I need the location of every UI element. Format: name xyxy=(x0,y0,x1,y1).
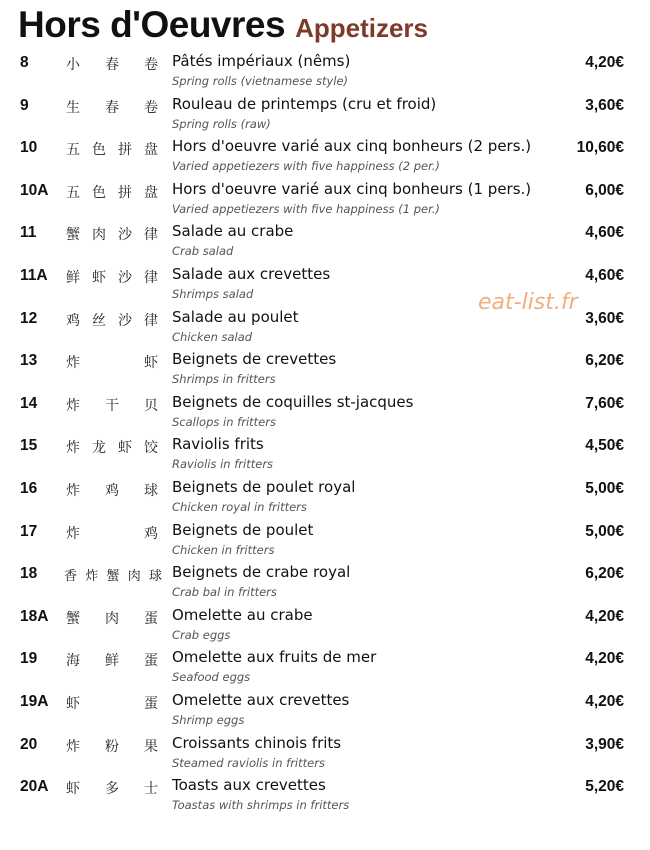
chinese-char: 丝 xyxy=(92,312,106,329)
item-french-name: Hors d'oeuvre varié aux cinq bonheurs (1 pers.) xyxy=(172,179,532,198)
item-number: 10A xyxy=(20,181,49,199)
chinese-char: 饺 xyxy=(144,440,158,457)
chinese-char: 沙 xyxy=(118,269,132,286)
item-number: 14 xyxy=(20,394,38,412)
chinese-char: 虾 xyxy=(66,781,80,798)
chinese-char: 球 xyxy=(148,569,162,585)
item-french-name: Beignets de coquilles st-jacques xyxy=(172,392,414,411)
item-chinese-name xyxy=(66,310,158,330)
item-english-name: Spring rolls (raw) xyxy=(172,116,271,131)
item-chinese-name xyxy=(66,224,158,244)
chinese-char: 龙 xyxy=(92,440,106,457)
item-english-name: Seafood eggs xyxy=(172,670,251,685)
chinese-char: 蛋 xyxy=(144,653,158,670)
menu-item xyxy=(0,93,650,136)
item-price: 4,20€ xyxy=(585,54,624,71)
chinese-char: 鸡 xyxy=(66,312,80,329)
watermark: eat-list.fr xyxy=(478,290,578,315)
chinese-char: 律 xyxy=(144,269,158,286)
chinese-char: 蟹 xyxy=(66,227,80,244)
chinese-char: 炸 xyxy=(66,738,80,755)
item-price: 6,00€ xyxy=(585,181,624,199)
item-price: 10,60€ xyxy=(576,139,624,157)
chinese-char: 虾 xyxy=(144,355,158,372)
item-french-name: Raviolis frits xyxy=(172,435,264,454)
item-chinese-name xyxy=(66,54,158,74)
chinese-char: 虾 xyxy=(66,695,80,712)
title-french: Hors d'Oeuvres xyxy=(18,4,286,45)
item-english-name: Varied appetiezers with five happiness (1 per.) xyxy=(172,201,440,216)
item-number: 10 xyxy=(20,139,38,157)
item-number: 12 xyxy=(20,309,38,327)
item-number: 11A xyxy=(20,266,48,284)
chinese-char: 鲜 xyxy=(66,269,80,286)
chinese-char: 香 xyxy=(64,569,78,585)
chinese-char: 卷 xyxy=(144,57,158,73)
item-chinese-name xyxy=(66,736,158,756)
item-french-name: Beignets de crevettes xyxy=(172,350,337,369)
chinese-char: 生 xyxy=(66,99,80,116)
item-english-name: Chicken in fritters xyxy=(172,542,275,557)
item-chinese-name xyxy=(66,650,158,670)
menu-item xyxy=(0,433,650,476)
item-number: 20A xyxy=(20,778,49,796)
chinese-char: 色 xyxy=(92,142,106,159)
item-english-name: Crab bal in fritters xyxy=(172,585,277,600)
item-chinese-name xyxy=(66,182,158,202)
item-number: 15 xyxy=(20,437,38,455)
item-price: 5,00€ xyxy=(585,522,624,540)
item-english-name: Spring rolls (vietnamese style) xyxy=(172,74,349,88)
chinese-char: 沙 xyxy=(118,227,132,244)
item-chinese-name xyxy=(66,693,158,713)
menu-item xyxy=(0,732,650,775)
item-price: 4,60€ xyxy=(585,224,624,242)
chinese-char: 五 xyxy=(66,184,80,201)
item-english-name: Scallops in fritters xyxy=(172,414,276,429)
item-price: 5,20€ xyxy=(585,778,624,796)
item-english-name: Toastas with shrimps in fritters xyxy=(172,798,350,813)
item-chinese-name xyxy=(66,480,158,500)
item-french-name: Salade au poulet xyxy=(172,307,299,326)
item-number: 9 xyxy=(20,96,29,114)
chinese-char: 肉 xyxy=(105,610,119,627)
item-number: 13 xyxy=(20,352,38,370)
item-chinese-name xyxy=(64,565,162,584)
chinese-char: 拼 xyxy=(118,142,132,159)
chinese-char: 鲜 xyxy=(105,653,119,670)
chinese-char: 干 xyxy=(105,397,119,414)
item-french-name: Hors d'oeuvre varié aux cinq bonheurs (2 pers.) xyxy=(172,137,532,156)
item-number: 18A xyxy=(20,607,49,625)
chinese-char: 色 xyxy=(92,184,106,201)
chinese-char: 拼 xyxy=(118,184,132,201)
item-price: 3,90€ xyxy=(585,735,624,753)
chinese-char: 果 xyxy=(144,738,158,755)
item-chinese-name xyxy=(66,608,158,628)
item-english-name: Varied appetiezers with five happiness (2 per.) xyxy=(172,159,440,174)
item-english-name: Chicken salad xyxy=(172,329,253,344)
item-french-name: Beignets de crabe royal xyxy=(172,563,351,582)
item-english-name: Raviolis in fritters xyxy=(172,457,274,472)
chinese-char: 士 xyxy=(144,781,158,798)
item-chinese-name xyxy=(66,395,158,415)
menu-item xyxy=(0,646,650,689)
item-french-name: Beignets de poulet royal xyxy=(172,477,356,496)
item-chinese-name xyxy=(66,778,158,798)
chinese-char: 鸡 xyxy=(105,482,119,499)
item-chinese-name xyxy=(66,139,158,159)
chinese-char: 蟹 xyxy=(66,610,80,627)
menu-item xyxy=(0,604,650,647)
menu-item xyxy=(0,220,650,263)
chinese-char: 蛋 xyxy=(144,695,158,712)
item-price: 3,60€ xyxy=(585,96,624,114)
item-french-name: Pâtés impériaux (nêms) xyxy=(172,52,351,70)
item-french-name: Omelette aux crevettes xyxy=(172,690,350,709)
item-french-name: Toasts aux crevettes xyxy=(172,776,326,795)
menu-item xyxy=(0,348,650,391)
chinese-char: 肉 xyxy=(92,227,106,244)
menu-item xyxy=(0,561,650,604)
menu-item xyxy=(0,135,650,178)
chinese-char: 沙 xyxy=(118,312,132,329)
chinese-char: 蟹 xyxy=(106,569,120,585)
item-price: 6,20€ xyxy=(585,352,624,370)
chinese-char: 小 xyxy=(66,57,80,73)
chinese-char: 炸 xyxy=(66,482,80,499)
chinese-char: 炸 xyxy=(85,569,99,585)
item-number: 18 xyxy=(20,565,38,583)
chinese-char: 律 xyxy=(144,312,158,329)
item-number: 19 xyxy=(20,650,38,668)
item-english-name: Shrimps in fritters xyxy=(172,372,276,387)
item-number: 19A xyxy=(20,692,49,710)
menu-item xyxy=(0,50,650,93)
item-french-name: Omelette aux fruits de mer xyxy=(172,648,377,667)
item-number: 16 xyxy=(20,479,38,497)
item-number: 8 xyxy=(20,54,29,71)
chinese-char: 蛋 xyxy=(144,610,158,627)
chinese-char: 炸 xyxy=(66,355,80,372)
chinese-char: 盘 xyxy=(144,142,158,159)
item-french-name: Beignets de poulet xyxy=(172,520,314,539)
item-french-name: Omelette au crabe xyxy=(172,605,313,624)
item-number: 20 xyxy=(20,735,38,753)
chinese-char: 虾 xyxy=(92,269,106,286)
item-price: 4,20€ xyxy=(585,607,624,625)
menu-item xyxy=(0,774,650,817)
chinese-char: 春 xyxy=(105,99,119,116)
menu-item xyxy=(0,689,650,732)
chinese-char: 虾 xyxy=(118,440,132,457)
item-number: 17 xyxy=(20,522,38,540)
menu-item xyxy=(0,178,650,221)
item-chinese-name xyxy=(66,437,158,457)
item-chinese-name xyxy=(66,523,158,543)
chinese-char: 炸 xyxy=(66,525,80,542)
item-number: 11 xyxy=(20,224,37,242)
item-chinese-name xyxy=(66,352,158,372)
chinese-char: 贝 xyxy=(144,397,158,414)
chinese-char: 炸 xyxy=(66,397,80,414)
menu-item xyxy=(0,519,650,562)
title-english: Appetizers xyxy=(295,13,428,43)
chinese-char: 多 xyxy=(105,781,119,798)
item-price: 5,00€ xyxy=(585,479,624,497)
item-english-name: Chicken royal in fritters xyxy=(172,499,307,514)
chinese-char: 球 xyxy=(144,482,158,499)
chinese-char: 炸 xyxy=(66,440,80,457)
item-english-name: Crab salad xyxy=(172,244,234,259)
chinese-char: 卷 xyxy=(144,99,158,116)
chinese-char: 鸡 xyxy=(144,525,158,542)
chinese-char: 盘 xyxy=(144,184,158,201)
menu-item xyxy=(0,476,650,519)
chinese-char: 海 xyxy=(66,653,80,670)
page-title xyxy=(18,4,428,46)
item-price: 4,20€ xyxy=(585,650,624,668)
item-french-name: Croissants chinois frits xyxy=(172,733,342,752)
chinese-char: 律 xyxy=(144,227,158,244)
chinese-char: 肉 xyxy=(127,569,141,585)
item-english-name: Steamed raviolis in fritters xyxy=(172,755,325,770)
item-price: 4,60€ xyxy=(585,266,624,284)
chinese-char: 粉 xyxy=(105,738,119,755)
item-english-name: Shrimp eggs xyxy=(172,712,245,727)
menu-item xyxy=(0,391,650,434)
item-chinese-name xyxy=(66,267,158,287)
item-french-name: Salade aux crevettes xyxy=(172,264,331,283)
item-price: 4,50€ xyxy=(585,437,624,455)
item-price: 7,60€ xyxy=(585,394,624,412)
item-english-name: Crab eggs xyxy=(172,627,231,642)
menu-list xyxy=(0,50,650,817)
item-price: 4,20€ xyxy=(585,692,624,710)
item-english-name: Shrimps salad xyxy=(172,286,254,301)
item-french-name: Salade au crabe xyxy=(172,222,294,241)
item-price: 6,20€ xyxy=(585,565,624,583)
item-price: 3,60€ xyxy=(585,309,624,327)
chinese-char: 五 xyxy=(66,142,80,159)
item-french-name: Rouleau de printemps (cru et froid) xyxy=(172,94,437,113)
item-chinese-name xyxy=(66,97,158,117)
chinese-char: 春 xyxy=(105,57,119,73)
